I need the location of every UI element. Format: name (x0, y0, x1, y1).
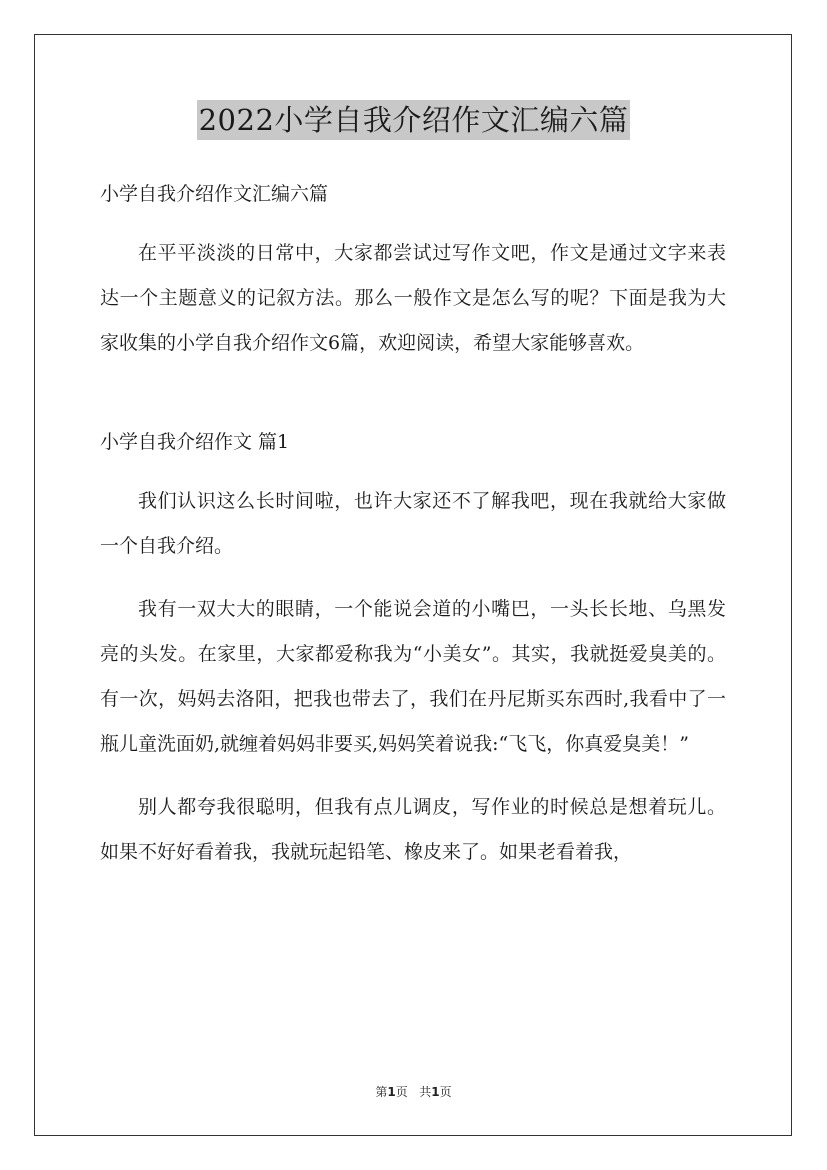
footer-page-suffix: 页 (395, 1085, 408, 1099)
footer-total-prefix: 共 (419, 1085, 432, 1099)
body-paragraph-1: 我们认识这么长时间啦，也许大家还不了解我吧，现在我就给大家做一个自我介绍。 (100, 490, 726, 557)
footer-page-prefix: 第 (375, 1085, 388, 1099)
footer-total-suffix: 页 (439, 1085, 452, 1099)
footer-page-number: 1 (387, 1085, 396, 1099)
document-subtitle: 小学自我介绍作文汇编六篇 (100, 183, 329, 205)
footer-total-number: 1 (431, 1085, 440, 1099)
document-body (100, 176, 726, 875)
section-heading: 小学自我介绍作文 篇1 (100, 431, 290, 453)
body-paragraph-3: 别人都夸我很聪明，但我有点儿调皮，写作业的时候总是想着玩儿。如果不好好看着我，我就玩起铅笔、橡皮来了。如果老看着我， (100, 796, 726, 863)
page-footer (0, 1083, 827, 1100)
document-title-wrapper (0, 100, 827, 140)
body-paragraph-2: 我有一双大大的眼睛，一个能说会道的小嘴巴，一头长长地、乌黑发亮的头发。在家里，大家都爱称我为“小美女”。其实，我就挺爱臭美的。有一次，妈妈去洛阳，把我也带去了，我们在丹尼斯买东西时,我看中了一瓶儿童洗面奶,就缠着妈妈非要买,妈妈笑着说我:“飞飞，你真爱臭美！” (100, 598, 726, 755)
intro-paragraph: 在平平淡淡的日常中，大家都尝试过写作文吧，作文是通过文字来表达一个主题意义的记叙方法。那么一般作文是怎么写的呢？下面是我为大家收集的小学自我介绍作文6篇，欢迎阅读，希望大家能够喜欢。 (100, 242, 726, 354)
document-title: 2022小学自我介绍作文汇编六篇 (197, 100, 631, 140)
